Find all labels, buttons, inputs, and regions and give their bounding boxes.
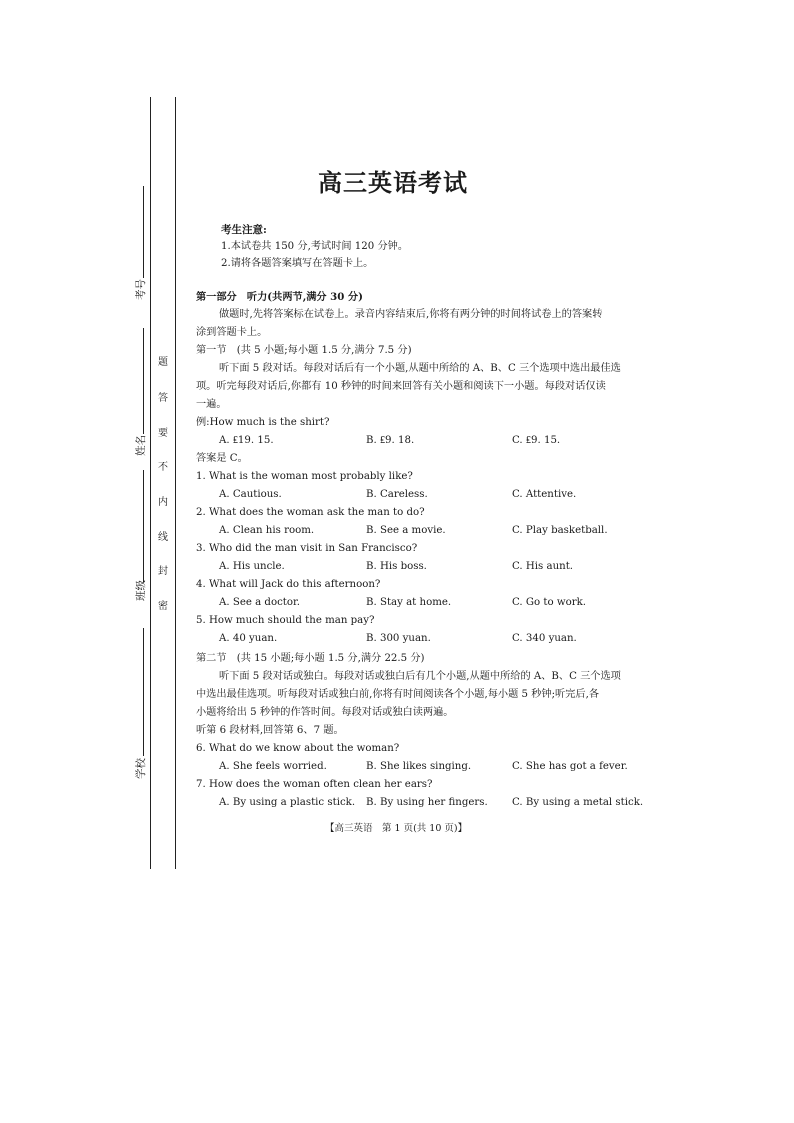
option-c: C. Play basketball. — [512, 525, 608, 536]
binding-line-outer — [150, 97, 151, 869]
option-b: B. By using her fingers. — [366, 797, 488, 808]
school-label: 学校 — [135, 758, 147, 779]
example-answer: 答案是 C。 — [196, 453, 248, 464]
option-a: A. Cautious. — [219, 489, 282, 500]
section2-intro-line: 小题将给出 5 秒钟的作答时间。每段对话或独白读两遍。 — [196, 707, 454, 718]
option-b: B. His boss. — [366, 561, 427, 572]
section2-heading: 第二节 (共 15 小题;每小题 1.5 分,满分 22.5 分) — [196, 653, 425, 664]
option-b: B. See a movie. — [366, 525, 446, 536]
seal-char: 要 — [158, 428, 168, 439]
example-option-a: A. ₤19. 15. — [219, 435, 274, 446]
exam-number-label: 考号 — [135, 279, 147, 300]
option-a: A. She feels worried. — [219, 761, 327, 772]
option-b: B. 300 yuan. — [366, 633, 431, 644]
question-text: 5. How much should the man pay? — [196, 615, 375, 626]
seal-char: 密 — [158, 601, 168, 612]
example-option-c: C. ₤9. 15. — [512, 435, 561, 446]
part1-heading: 第一部分 听力(共两节,满分 30 分) — [196, 291, 363, 303]
section2-intro-line: 听下面 5 段对话或独白。每段对话或独白后有几个小题,从题中所给的 A、B、C 三个选项 — [219, 671, 621, 682]
exam-number-underline — [143, 186, 144, 278]
page-footer: 【高三英语 第 1 页(共 10 页)】 — [325, 823, 468, 834]
seal-char: 不 — [158, 462, 168, 473]
option-a: A. By using a plastic stick. — [219, 797, 356, 808]
seal-char: 答 — [158, 393, 168, 404]
seal-char: 线 — [158, 532, 168, 543]
question-text: 2. What does the woman ask the man to do? — [196, 507, 425, 518]
material-note: 听第 6 段材料,回答第 6、7 题。 — [196, 725, 344, 736]
option-a: A. His uncle. — [219, 561, 285, 572]
option-c: C. She has got a fever. — [512, 761, 628, 772]
notice-item: 1.本试卷共 150 分,考试时间 120 分钟。 — [221, 241, 409, 252]
question-text: 4. What will Jack do this afternoon? — [196, 579, 381, 590]
name-underline — [143, 328, 144, 434]
seal-char: 题 — [158, 357, 168, 368]
option-c: C. Attentive. — [512, 489, 577, 500]
seal-char: 内 — [158, 497, 168, 508]
question-text: 1. What is the woman most probably like? — [196, 471, 413, 482]
school-underline — [143, 628, 144, 756]
part1-intro-line: 做题时,先将答案标在试卷上。录音内容结束后,你将有两分钟的时间将试卷上的答案转 — [219, 309, 603, 320]
seal-char: 封 — [158, 566, 168, 577]
section1-heading: 第一节 (共 5 小题;每小题 1.5 分,满分 7.5 分) — [196, 345, 412, 356]
question-text: 3. Who did the man visit in San Francisco? — [196, 543, 418, 554]
page-title: 高三英语考试 — [318, 168, 468, 197]
binding-line-inner — [175, 97, 176, 869]
option-c: C. Go to work. — [512, 597, 587, 608]
option-b: B. She likes singing. — [366, 761, 472, 772]
option-c: C. By using a metal stick. — [512, 797, 644, 808]
section1-intro-line: 项。听完每段对话后,你都有 10 秒钟的时间来回答有关小题和阅读下一小题。每段对话仅读 — [196, 381, 606, 392]
question-text: 7. How does the woman often clean her ears? — [196, 779, 433, 790]
class-label: 班级 — [135, 580, 147, 601]
part1-intro-line: 涂到答题卡上。 — [196, 327, 268, 338]
option-a: A. Clean his room. — [219, 525, 315, 536]
notice-heading: 考生注意: — [221, 224, 267, 236]
example-question: 例:How much is the shirt? — [196, 417, 330, 428]
option-b: B. Stay at home. — [366, 597, 452, 608]
section1-intro-line: 一遍。 — [196, 399, 227, 410]
class-underline — [143, 470, 144, 582]
option-a: A. 40 yuan. — [219, 633, 278, 644]
question-text: 6. What do we know about the woman? — [196, 743, 400, 754]
option-b: B. Careless. — [366, 489, 428, 500]
option-c: C. His aunt. — [512, 561, 574, 572]
option-c: C. 340 yuan. — [512, 633, 577, 644]
notice-item: 2.请将各题答案填写在答题卡上。 — [221, 258, 374, 269]
example-option-b: B. ₤9. 18. — [366, 435, 415, 446]
option-a: A. See a doctor. — [219, 597, 300, 608]
section2-intro-line: 中选出最佳选项。听每段对话或独白前,你将有时间阅读各个小题,每小题 5 秒钟;听完后,各 — [196, 689, 600, 700]
section1-intro-line: 听下面 5 段对话。每段对话后有一个小题,从题中所给的 A、B、C 三个选项中选出最佳选 — [219, 363, 621, 374]
name-label: 姓名 — [135, 435, 147, 456]
